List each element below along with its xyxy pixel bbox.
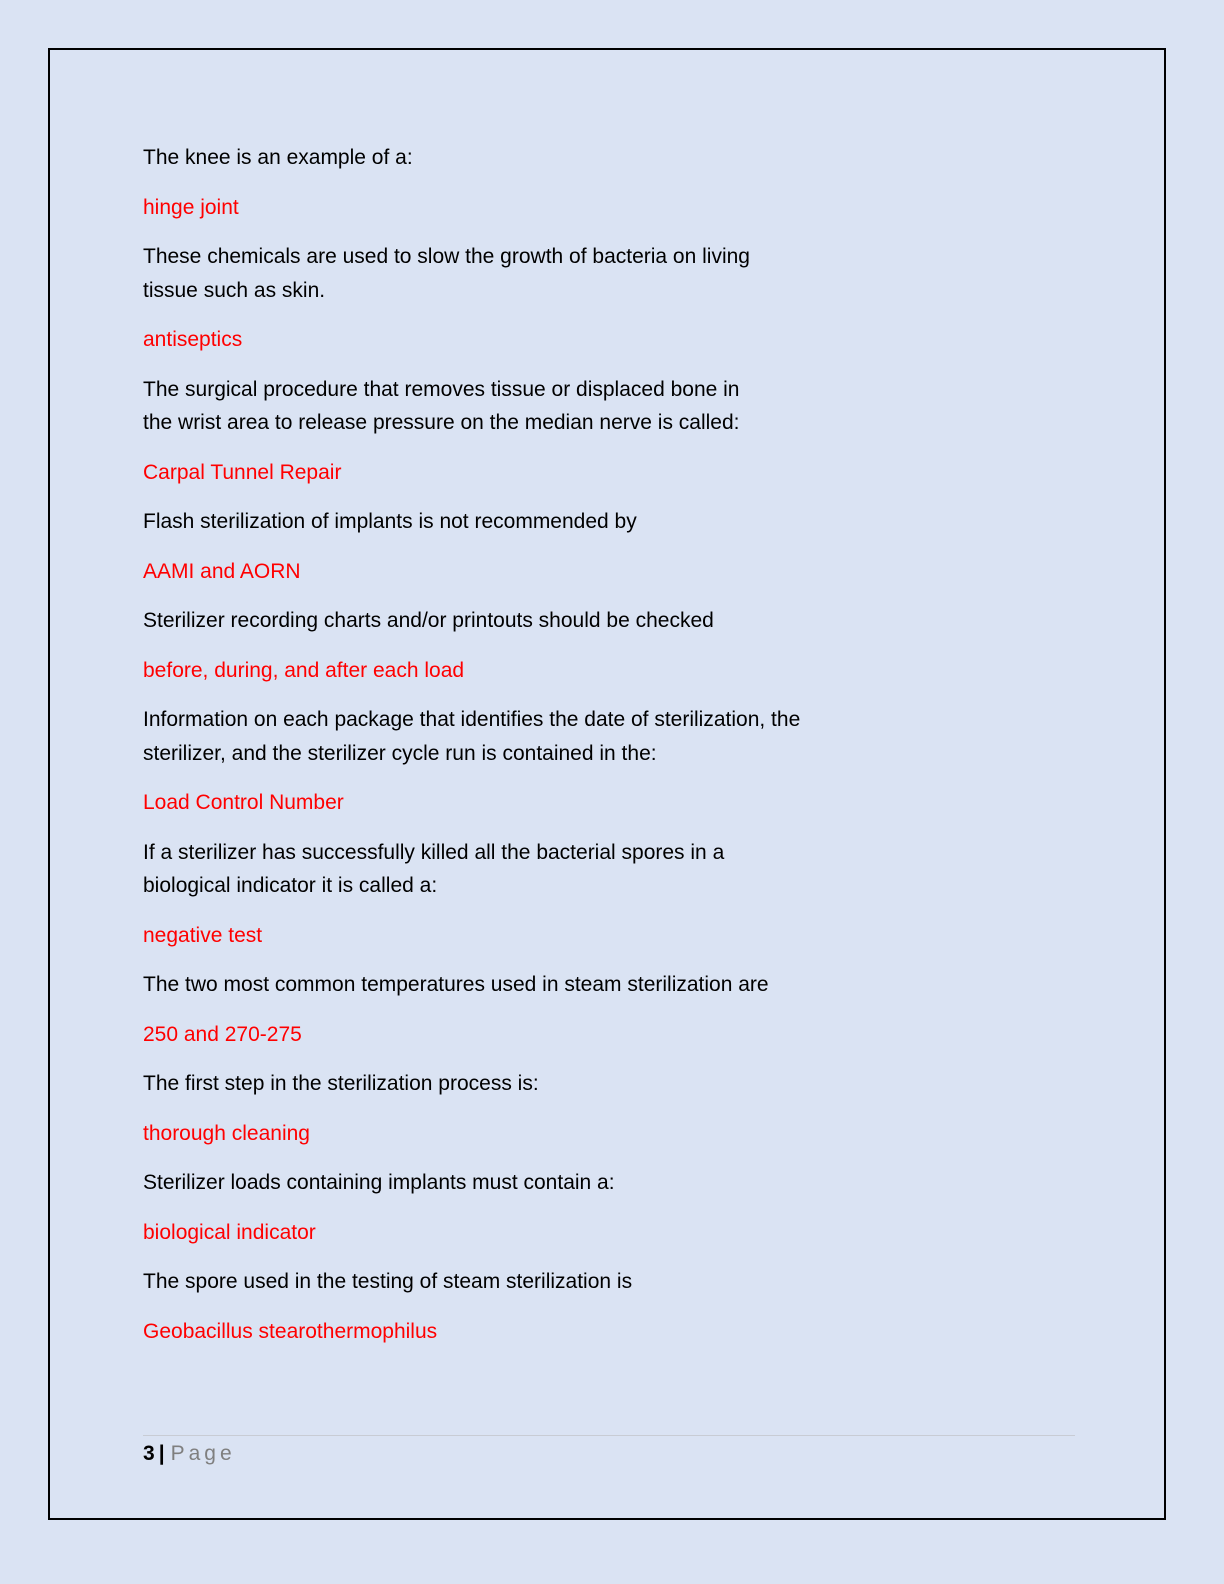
question-text: Sterilizer recording charts and/or printouts should be checked [143,609,714,632]
answer-text: Carpal Tunnel Repair [143,460,342,484]
answer-text: 250 and 270-275 [143,1022,302,1046]
answer-text: antiseptics [143,328,243,351]
answer-text: Geobacillus stearothermophilus [143,1319,438,1343]
question-text: Sterilizer loads containing implants must contain a: [143,1171,615,1194]
page-number: 3 [143,1442,155,1465]
question-text: The spore used in the testing of steam sterilization is [143,1270,633,1293]
question-text: The first step in the sterilization process is: [143,1072,539,1095]
answer-text: negative test [143,923,263,947]
answer-text: thorough cleaning [143,1121,310,1145]
answer-text: AAMI and AORN [143,559,301,583]
answer-text: Load Control Number [143,791,344,814]
question-text: Flash sterilization of implants is not recommended by [143,510,637,533]
question-text: The surgical procedure that removes tissue or displaced bone in the wrist area to release pressure on the median nerve is called: [143,377,740,434]
answer-text: before, during, and after each load [143,658,465,682]
page-label: Page [170,1442,236,1465]
footer-separator: | [158,1442,165,1465]
page-footer [143,1439,236,1469]
question-text: These chemicals are used to slow the growth of bacteria on living tissue such as skin. [143,245,750,302]
question-text: Information on each package that identifies the date of sterilization, the sterilizer, and the sterilizer cycle run is contained in the: [143,708,801,765]
question-text: If a sterilizer has successfully killed all the bacterial spores in a biological indicator it is called a: [143,840,725,897]
footer-divider [143,1435,1075,1436]
document-body [143,141,823,1364]
question-text: The two most common temperatures used in steam sterilization are [143,973,769,996]
answer-text: biological indicator [143,1220,316,1244]
answer-text: hinge joint [143,195,239,219]
question-text: The knee is an example of a: [143,146,413,169]
